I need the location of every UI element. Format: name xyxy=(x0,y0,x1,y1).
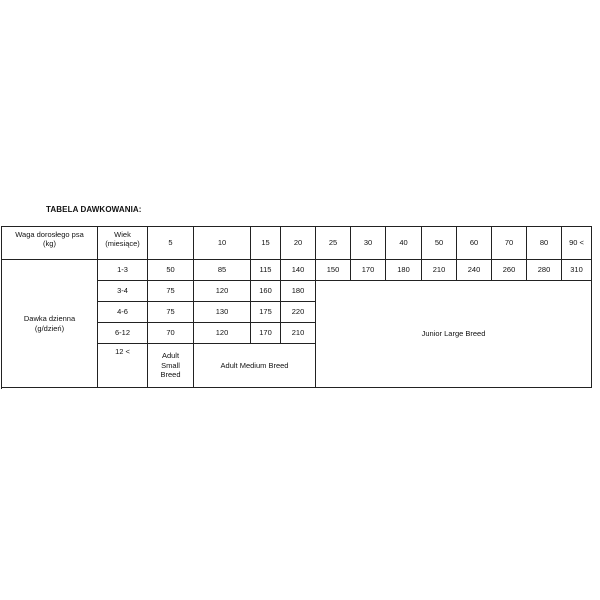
value-cell: 180 xyxy=(386,260,422,281)
dosage-table xyxy=(1,226,592,388)
weight-header-50: 50 xyxy=(422,227,457,260)
value-cell: 70 xyxy=(148,323,194,344)
age-header-line1: Wiek xyxy=(114,230,131,239)
weight-header-30: 30 xyxy=(351,227,386,260)
age-header-cell xyxy=(98,227,148,260)
weight-header-10: 10 xyxy=(194,227,251,260)
age-cell: 1-3 xyxy=(98,260,148,281)
age-cell: 3-4 xyxy=(98,281,148,302)
weight-header-15: 15 xyxy=(251,227,281,260)
value-cell: 140 xyxy=(281,260,316,281)
adult-small-breed-line2: Small xyxy=(161,360,180,370)
age-cell: 6-12 xyxy=(98,323,148,344)
value-cell: 75 xyxy=(148,302,194,323)
adult-medium-breed-cell: Adult Medium Breed xyxy=(194,344,316,388)
weight-header-line1: Waga dorosłego psa xyxy=(15,230,84,239)
age-cell: 4-6 xyxy=(98,302,148,323)
age-cell: 12 < xyxy=(98,344,148,388)
value-cell: 260 xyxy=(492,260,527,281)
weight-header-5: 5 xyxy=(148,227,194,260)
weight-header-70: 70 xyxy=(492,227,527,260)
adult-small-breed-cell xyxy=(148,344,194,388)
adult-small-breed-line1: Adult xyxy=(161,351,180,361)
dose-label-line2: (g/dzień) xyxy=(34,323,65,333)
weight-header-60: 60 xyxy=(457,227,492,260)
value-cell: 50 xyxy=(148,260,194,281)
weight-header-25: 25 xyxy=(316,227,351,260)
value-cell: 170 xyxy=(251,323,281,344)
value-cell: 220 xyxy=(281,302,316,323)
age-header-line2: (miesiące) xyxy=(105,239,140,249)
table-row xyxy=(2,260,592,281)
adult-small-breed-line3: Breed xyxy=(160,370,181,380)
weight-header-cell xyxy=(2,227,98,260)
weight-header-20: 20 xyxy=(281,227,316,260)
value-cell: 240 xyxy=(457,260,492,281)
dose-label-cell xyxy=(2,260,98,388)
value-cell: 75 xyxy=(148,281,194,302)
junior-large-breed-cell: Junior Large Breed xyxy=(316,281,592,388)
value-cell: 310 xyxy=(562,260,592,281)
value-cell: 210 xyxy=(281,323,316,344)
table-header-row xyxy=(2,227,592,260)
value-cell: 280 xyxy=(527,260,562,281)
value-cell: 175 xyxy=(251,302,281,323)
weight-header-line2: (kg) xyxy=(43,239,56,249)
value-cell: 120 xyxy=(194,323,251,344)
value-cell: 150 xyxy=(316,260,351,281)
value-cell: 130 xyxy=(194,302,251,323)
value-cell: 170 xyxy=(351,260,386,281)
dose-label-line1: Dawka dzienna xyxy=(23,314,76,324)
value-cell: 85 xyxy=(194,260,251,281)
value-cell: 120 xyxy=(194,281,251,302)
weight-header-80: 80 xyxy=(527,227,562,260)
value-cell: 160 xyxy=(251,281,281,302)
value-cell: 180 xyxy=(281,281,316,302)
weight-header-90-plus: 90 < xyxy=(562,227,592,260)
value-cell: 115 xyxy=(251,260,281,281)
value-cell: 210 xyxy=(422,260,457,281)
table-title: TABELA DAWKOWANIA: xyxy=(46,205,142,214)
weight-header-40: 40 xyxy=(386,227,422,260)
